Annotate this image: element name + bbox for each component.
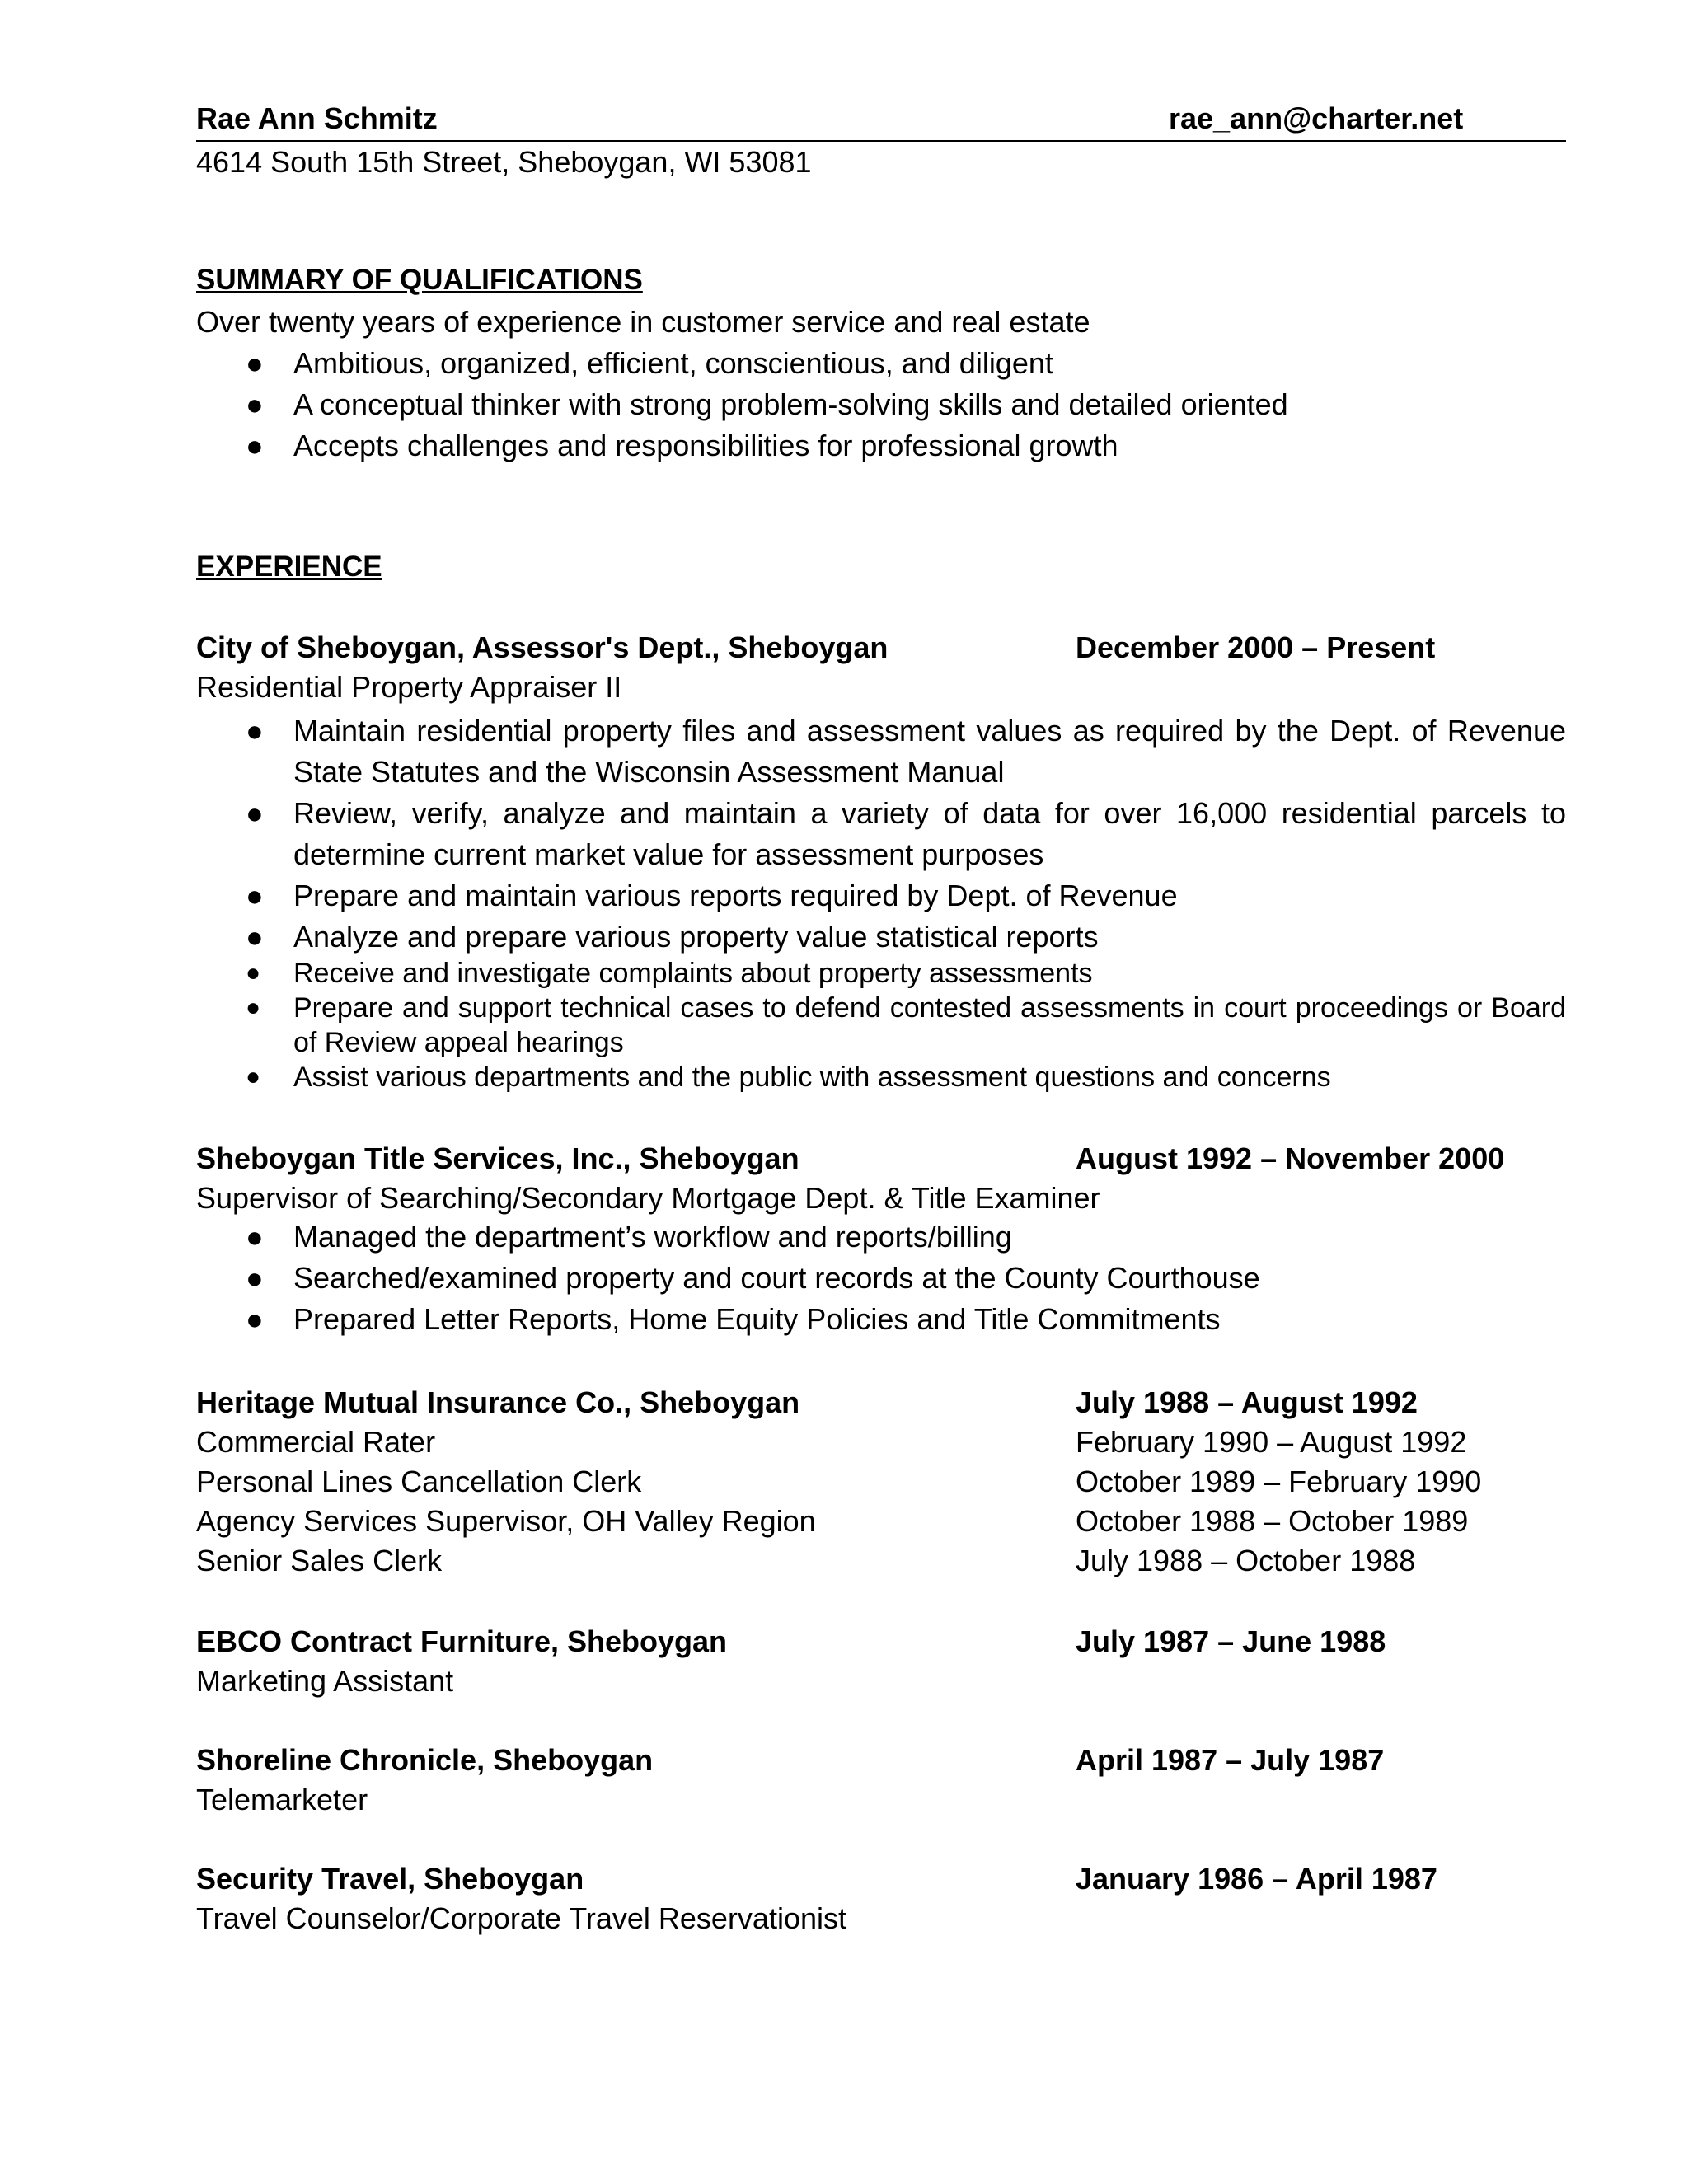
job-entry-assessor	[196, 628, 1566, 707]
job-bullet-list-compact	[196, 956, 1566, 1094]
job-bullet: ● Prepare and support technical cases to defend contested assessments in court proceedings or Board of Review appeal hearings	[246, 992, 1566, 1058]
job-bullet: ● Searched/examined property and court records at the County Courthouse	[196, 1258, 1566, 1299]
experience-title: EXPERIENCE	[196, 551, 382, 583]
job-role: Commercial Rater	[196, 1425, 436, 1459]
bullet-icon: ●	[246, 959, 261, 987]
job-role-row	[196, 1541, 1566, 1581]
summary-bullet-list	[196, 343, 1566, 466]
job-dates: July 1988 – August 1992	[1076, 1385, 1418, 1419]
job-role: Marketing Assistant	[196, 1664, 454, 1698]
job-header	[196, 1622, 1566, 1661]
job-header	[196, 628, 1566, 668]
job-company: EBCO Contract Furniture, Sheboygan	[196, 1624, 728, 1658]
job-role-row	[196, 1422, 1566, 1462]
job-role-dates: October 1988 – October 1989	[1076, 1504, 1469, 1538]
job-bullet: ● Prepared Letter Reports, Home Equity Policies and Title Commitments	[196, 1299, 1566, 1340]
job-role-dates: February 1990 – August 1992	[1076, 1425, 1467, 1459]
job-role: Telemarketer	[196, 1783, 368, 1816]
job-bullet: ● Prepare and maintain various reports required by Dept. of Revenue	[196, 875, 1566, 916]
job-role-dates: July 1988 – October 1988	[1076, 1544, 1416, 1577]
job-bullet: ● Managed the department’s workflow and reports/billing	[196, 1216, 1566, 1258]
job-bullet-list	[196, 710, 1566, 958]
job-company: City of Sheboygan, Assessor's Dept., Sheboygan	[196, 630, 889, 664]
job-dates: April 1987 – July 1987	[1076, 1743, 1385, 1777]
job-role-row	[196, 1462, 1566, 1502]
bullet-icon: ●	[246, 1063, 261, 1090]
summary-title: SUMMARY OF QUALIFICATIONS	[196, 264, 643, 296]
job-company: Heritage Mutual Insurance Co., Sheboygan	[196, 1385, 800, 1419]
resume-header	[196, 97, 1566, 142]
job-role: Personal Lines Cancellation Clerk	[196, 1465, 642, 1498]
job-role-row	[196, 1899, 1566, 1938]
bullet-icon: ●	[246, 994, 261, 1021]
job-entry-ebco	[196, 1622, 1566, 1701]
job-company: Shoreline Chronicle, Sheboygan	[196, 1743, 654, 1777]
job-bullet: ● Receive and investigate complaints about property assessments	[246, 958, 1093, 989]
job-role: Senior Sales Clerk	[196, 1544, 443, 1577]
job-entry-security-travel	[196, 1859, 1566, 1938]
job-role-row	[196, 668, 1566, 707]
job-company: Security Travel, Sheboygan	[196, 1862, 584, 1896]
job-role-row	[196, 1780, 1566, 1820]
job-role-dates: October 1989 – February 1990	[1076, 1465, 1482, 1498]
job-entry-title-services	[196, 1139, 1566, 1218]
bullet-icon: ●	[246, 429, 264, 462]
bullet-icon: ●	[246, 346, 264, 380]
job-role: Agency Services Supervisor, OH Valley Region	[196, 1504, 816, 1538]
summary-bullet: ● Ambitious, organized, efficient, conscientious, and diligent	[196, 343, 1566, 384]
job-entry-shoreline	[196, 1741, 1566, 1820]
bullet-icon: ●	[246, 1220, 264, 1254]
job-bullet: ● Review, verify, analyze and maintain a variety of data for over 16,000 residential parcels to determine current market value for assessment purposes	[196, 793, 1566, 875]
job-bullet-list	[196, 1216, 1566, 1340]
job-header	[196, 1383, 1566, 1422]
job-company: Sheboygan Title Services, Inc., Sheboygan	[196, 1141, 799, 1175]
job-bullet: ● Analyze and prepare various property value statistical reports	[196, 916, 1566, 958]
bullet-icon: ●	[246, 387, 264, 421]
job-bullet: ● Maintain residential property files and assessment values as required by the Dept. of Revenue State Statutes and the Wisconsin Assessment Manual	[196, 710, 1566, 793]
job-role-row	[196, 1179, 1566, 1218]
job-header	[196, 1139, 1566, 1179]
job-role: Travel Counselor/Corporate Travel Reservationist	[196, 1901, 846, 1935]
bullet-icon: ●	[246, 796, 264, 830]
applicant-email: rae_ann@charter.net	[1169, 101, 1464, 135]
summary-intro: Over twenty years of experience in customer service and real estate	[196, 305, 1090, 339]
bullet-icon: ●	[246, 920, 264, 954]
job-dates: December 2000 – Present	[1076, 630, 1436, 664]
bullet-icon: ●	[246, 879, 264, 912]
bullet-icon: ●	[246, 1261, 264, 1295]
job-entry-heritage	[196, 1383, 1566, 1581]
job-dates: July 1987 – June 1988	[1076, 1624, 1386, 1658]
bullet-icon: ●	[246, 714, 264, 748]
summary-bullet: ● Accepts challenges and responsibilities for professional growth	[196, 425, 1566, 466]
summary-bullet: ● A conceptual thinker with strong problem-solving skills and detailed oriented	[196, 384, 1566, 425]
job-role: Supervisor of Searching/Secondary Mortgage Dept. & Title Examiner	[196, 1181, 1100, 1215]
job-header	[196, 1859, 1566, 1899]
applicant-address: 4614 South 15th Street, Sheboygan, WI 53081	[196, 145, 812, 179]
job-bullet: ● Assist various departments and the public with assessment questions and concerns	[246, 1062, 1331, 1093]
job-header	[196, 1741, 1566, 1780]
job-dates: January 1986 – April 1987	[1076, 1862, 1437, 1896]
applicant-name: Rae Ann Schmitz	[196, 101, 438, 135]
bullet-icon: ●	[246, 1302, 264, 1336]
job-role-row	[196, 1502, 1566, 1541]
job-role-row	[196, 1661, 1566, 1701]
job-role: Residential Property Appraiser II	[196, 670, 622, 704]
job-dates: August 1992 – November 2000	[1076, 1141, 1505, 1175]
